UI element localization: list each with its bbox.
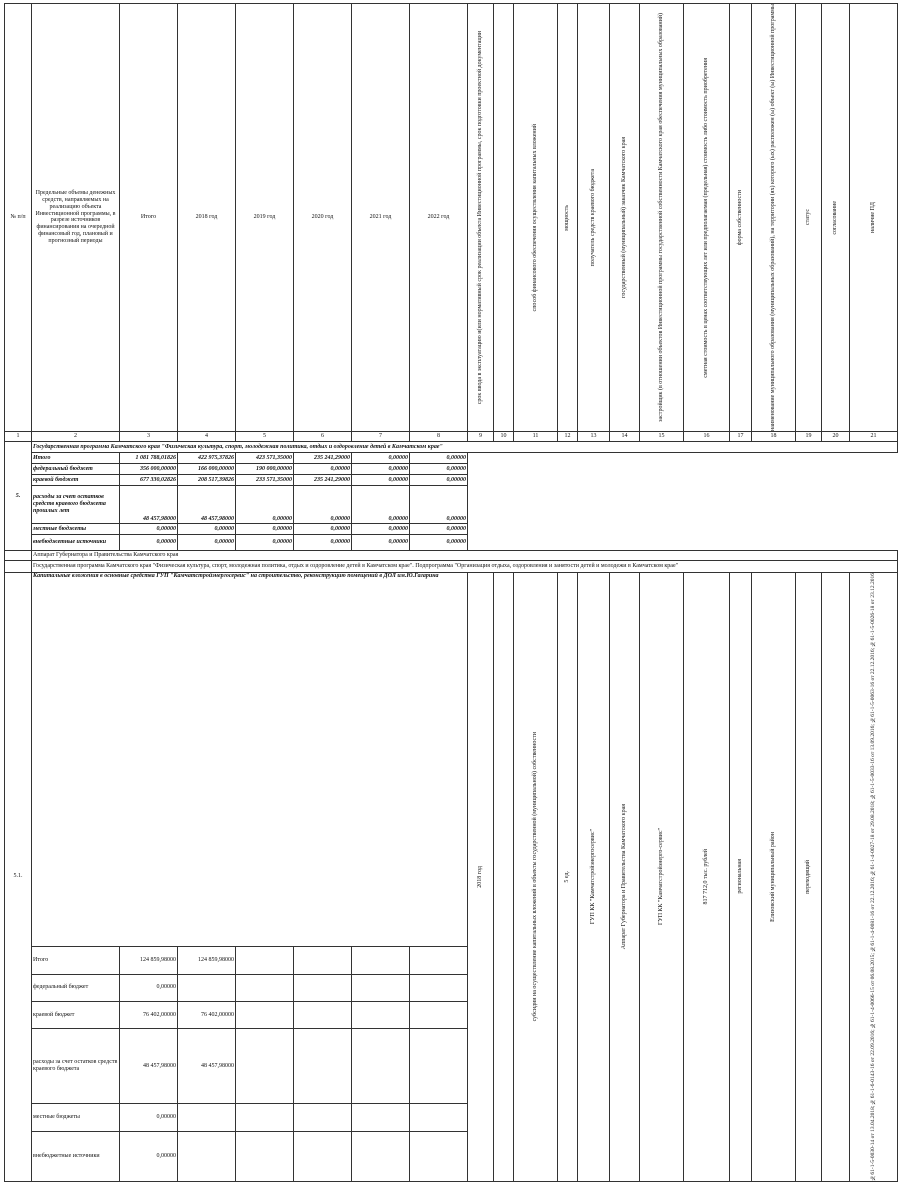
value-2018	[178, 974, 236, 1001]
value-2020: 0,00000	[294, 523, 352, 534]
value-2020: 235 241,29000	[294, 452, 352, 463]
value-total: 48 457,98000	[120, 1029, 178, 1104]
empty-cell	[236, 1104, 294, 1131]
empty-cell	[352, 1104, 410, 1131]
section5-number: 5.	[5, 441, 32, 550]
value-2019: 0,00000	[236, 534, 294, 550]
empty-cell	[236, 947, 294, 974]
header-num: № п/п	[5, 4, 32, 432]
value-total: 0,00000	[120, 534, 178, 550]
value-2019: 190 000,00000	[236, 463, 294, 474]
value-2019: 0,00000	[236, 485, 294, 523]
value-2021: 0,00000	[352, 452, 410, 463]
value-2022: 0,00000	[410, 474, 468, 485]
col-number: 14	[610, 431, 640, 441]
col-number: 20	[822, 431, 850, 441]
value-2018: 166 000,00000	[178, 463, 236, 474]
row-label: Итого	[32, 947, 120, 974]
value-2018: 48 457,98000	[178, 1029, 236, 1104]
empty-cell	[352, 1001, 410, 1028]
col-number: 18	[752, 431, 796, 441]
empty-cell	[236, 974, 294, 1001]
row-label: расходы за счет остатков средств краевого бюджета прошлых лет	[32, 485, 120, 523]
value-2018	[178, 1131, 236, 1181]
header-year-2021: 2021 год	[352, 4, 410, 432]
header-year-2020: 2020 год	[294, 4, 352, 432]
header-col17: форма собственности	[737, 189, 744, 246]
table-header-row	[5, 4, 898, 432]
item51-col11: субсидии на осуществление капитальных вложений в объекты государственной (муниципальной) собственности	[532, 732, 539, 1022]
row-label: внебюджетные источники	[32, 1131, 120, 1181]
value-2018	[178, 1104, 236, 1131]
value-2020: 235 241,29000	[294, 474, 352, 485]
empty-cell	[294, 1131, 352, 1181]
section5-title-row	[5, 441, 898, 452]
empty-cell	[236, 1131, 294, 1181]
row-label: местные бюджеты	[32, 1104, 120, 1131]
header-year-2018: 2018 год	[178, 4, 236, 432]
value-total: 0,00000	[120, 974, 178, 1001]
value-total: 0,00000	[120, 1131, 178, 1181]
value-2018: 422 975,37826	[178, 452, 236, 463]
empty-cell	[352, 1029, 410, 1104]
empty-cell	[410, 1001, 468, 1028]
col-number: 3	[120, 431, 178, 441]
col-number: 10	[494, 431, 514, 441]
header-col19: статус	[805, 209, 812, 226]
item51-title: Капитальные вложения в основные средства ГУП "Камчатстройэнергосервис" на строительство, реконструкцию помещений в ДОЛ им.Ю.Гагарина	[32, 572, 468, 946]
col-number: 13	[578, 431, 610, 441]
value-2018: 124 859,98000	[178, 947, 236, 974]
col-number: 21	[850, 431, 898, 441]
header-year-2022: 2022 год	[410, 4, 468, 432]
value-2021: 0,00000	[352, 534, 410, 550]
value-2019: 0,00000	[236, 523, 294, 534]
item51-col21: №61-1-5-0030-14 от 13.04.2018; №61-1-6-0143-16 от 22.09.2016; №61-1-4-0066-15 от 06.08.2015; №61-1-4-0081-16 от 22.12.2016; №61-1-4-0027-18 от 29.08.2018; №61-1-5-0033-16 от 13.09.2016; №61-1-5-0063-16 от 22.12.2016; №61-1-5-0026-18 от 23.12.2016	[870, 572, 877, 1181]
item51-col13: ГУП КК "Камчатстройэнергосервис"	[590, 829, 597, 925]
value-total: 76 402,00000	[120, 1001, 178, 1028]
row-label: краевой бюджет	[32, 1001, 120, 1028]
item51-col15: ГУП КК "Камчатстройэнерго-сервис"	[658, 828, 665, 926]
item51-main-row	[5, 572, 898, 946]
col-number: 15	[640, 431, 684, 441]
empty-cell	[410, 1131, 468, 1181]
item51-col12: 5 ед.	[564, 870, 571, 883]
value-2021: 0,00000	[352, 463, 410, 474]
item51-col16: 817 712,0 тыс. рублей	[703, 849, 710, 905]
row-label: краевой бюджет	[32, 474, 120, 485]
investment-program-table	[4, 3, 898, 1182]
item51-col14: Аппарат Губернатора и Правительства Камчатского края	[621, 804, 628, 950]
value-2022: 0,00000	[410, 534, 468, 550]
empty-cell	[5, 560, 32, 572]
header-col21: наличие ПД	[870, 202, 877, 233]
value-2018: 0,00000	[178, 523, 236, 534]
col-number: 1	[5, 431, 32, 441]
empty-cell	[294, 1104, 352, 1131]
value-2022: 0,00000	[410, 452, 468, 463]
col-number: 16	[684, 431, 730, 441]
col-number: 12	[558, 431, 578, 441]
header-col16: сметная стоимость в ценах соответствующих лет или предполагаемая (предельная) стоимость либо стоимость приобретения	[703, 57, 710, 378]
empty-cell	[5, 550, 32, 560]
empty-cell	[410, 947, 468, 974]
value-2022: 0,00000	[410, 463, 468, 474]
value-total: 48 457,98000	[120, 485, 178, 523]
value-2018: 48 457,98000	[178, 485, 236, 523]
section5-program-title: Государственная программа Камчатского края "Физическая культура, спорт, молодежная политика, отдых и оздоровление детей в Камчатском крае"	[32, 441, 898, 452]
empty-cell	[410, 1029, 468, 1104]
col-number: 4	[178, 431, 236, 441]
value-total: 0,00000	[120, 1104, 178, 1131]
col-number: 7	[352, 431, 410, 441]
value-2020: 0,00000	[294, 485, 352, 523]
col-number: 6	[294, 431, 352, 441]
value-2021: 0,00000	[352, 474, 410, 485]
value-total: 677 330,02826	[120, 474, 178, 485]
empty-cell	[294, 1029, 352, 1104]
header-col20: согласование	[832, 200, 839, 235]
value-total: 356 000,00000	[120, 463, 178, 474]
empty-cell	[410, 1104, 468, 1131]
row-label: местные бюджеты	[32, 523, 120, 534]
col-number: 2	[32, 431, 120, 441]
empty-cell	[352, 1131, 410, 1181]
row-label: федеральный бюджет	[32, 463, 120, 474]
item51-col9: 2018 год	[477, 865, 484, 888]
value-2018: 0,00000	[178, 534, 236, 550]
value-2019: 233 571,35000	[236, 474, 294, 485]
empty-cell	[352, 974, 410, 1001]
row-label: Итого	[32, 452, 120, 463]
header-year-2019: 2019 год	[236, 4, 294, 432]
empty-area	[468, 452, 898, 550]
header-col9: срок ввода в эксплуатацию и(или нормативный срок реализации объекта Инвестиционной программы, срок подготовки проектной документации	[477, 30, 484, 405]
value-2020: 0,00000	[294, 463, 352, 474]
empty-cell	[410, 974, 468, 1001]
header-sources: Предельные объемы денежных средств, направляемых на реализацию объекта Инвестиционной программы, в разрезе источников финансирования на очередной финансовый год, плановый и прогнозный периоды	[32, 4, 120, 432]
empty-cell	[294, 947, 352, 974]
item51-col18: Елизовский муниципальный район	[770, 831, 777, 922]
value-total: 1 081 788,01826	[120, 452, 178, 463]
header-col14: государственный (муниципальный) заказчик Камчатского края	[621, 136, 628, 298]
value-2018: 208 517,39826	[178, 474, 236, 485]
row-label: федеральный бюджет	[32, 974, 120, 1001]
col-number: 8	[410, 431, 468, 441]
header-total: Итого	[120, 4, 178, 432]
header-col12: мощность	[564, 204, 571, 231]
col-number: 17	[730, 431, 752, 441]
value-2022: 0,00000	[410, 485, 468, 523]
item51-col19: переходящий	[805, 859, 812, 894]
value-2021: 0,00000	[352, 485, 410, 523]
header-col11: способ финансового обеспечения осуществления капитальных вложений	[532, 123, 539, 312]
empty-cell	[236, 1029, 294, 1104]
item51-col17: региональная	[737, 859, 744, 895]
column-numbers-row	[5, 431, 898, 441]
empty-cell	[352, 947, 410, 974]
value-total: 0,00000	[120, 523, 178, 534]
subprogram-line: Государственная программа Камчатского края "Физическая культура, спорт, молодежная политика, отдых и оздоровление детей в Камчатском крае". Подпрограмма "Организация отдыха, оздоровления и занятости детей и молодежи в Камчатском крае"	[32, 560, 898, 572]
empty-cell	[294, 1001, 352, 1028]
row-label: расходы за счет остатков средств краевого бюджета	[32, 1029, 120, 1104]
header-col18: наименование муниципального образования (муниципальных образований), на территории (ях) которого (ых) расположен (ы) объект (ы) Инвестиционной программы	[770, 4, 777, 431]
value-2021: 0,00000	[352, 523, 410, 534]
empty-cell	[294, 974, 352, 1001]
value-2020: 0,00000	[294, 534, 352, 550]
apparat-row	[5, 550, 898, 560]
row-label: внебюджетные источники	[32, 534, 120, 550]
subprogram-row	[5, 560, 898, 572]
col-number: 9	[468, 431, 494, 441]
empty-cell	[236, 1001, 294, 1028]
col-number: 5	[236, 431, 294, 441]
header-col15: застройщик (в отношении объектов Инвестиционной программы государственной собственности Камчатского края обеспечения муниципальных образований)	[658, 13, 665, 422]
value-2019: 423 571,35000	[236, 452, 294, 463]
apparat-line: Аппарат Губернатора и Правительства Камчатского края	[32, 550, 898, 560]
table-row	[5, 452, 898, 463]
item51-col20	[822, 572, 850, 1181]
value-total: 124 859,98000	[120, 947, 178, 974]
col-number: 11	[514, 431, 558, 441]
value-2018: 76 402,00000	[178, 1001, 236, 1028]
col-number: 19	[796, 431, 822, 441]
item51-number: 5.1.	[5, 572, 32, 1181]
value-2022: 0,00000	[410, 523, 468, 534]
item51-col10	[494, 572, 514, 1181]
header-col13: получатель средств краевого бюджета	[590, 168, 597, 267]
